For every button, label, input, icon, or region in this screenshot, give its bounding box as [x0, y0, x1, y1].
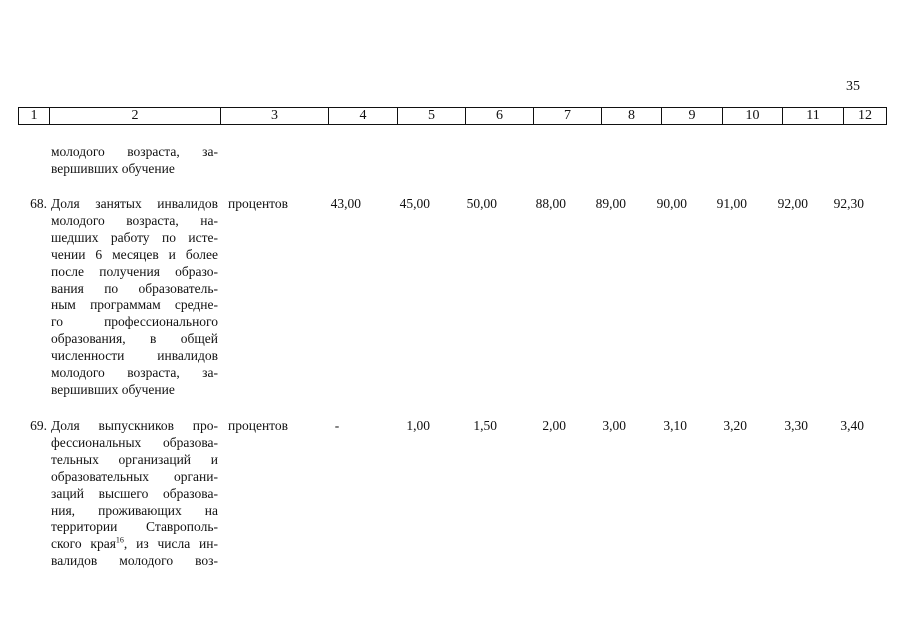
value-col-9: 90,00: [656, 196, 687, 211]
row-number: 69.: [30, 418, 47, 433]
column-header-9: 9: [662, 108, 723, 125]
description-line: чении 6 месяцев и более: [51, 246, 218, 262]
description-line: тельных организаций и: [51, 451, 218, 467]
indicator-description: [51, 196, 218, 399]
column-header-11: 11: [783, 108, 844, 125]
value-col-11: 3,30: [784, 418, 808, 433]
unit-of-measure: процентов: [228, 196, 289, 211]
value-col-4: -: [334, 418, 340, 433]
row-number: 68.: [30, 196, 47, 211]
continuation-text: [51, 144, 218, 178]
column-header-1: 1: [19, 108, 50, 125]
column-header-4: 4: [329, 108, 398, 125]
value-col-7: 2,00: [542, 418, 566, 433]
description-line: фессиональных образова-: [51, 434, 218, 450]
value-col-12: 92,30: [833, 196, 864, 211]
column-header-3: 3: [221, 108, 329, 125]
unit-of-measure: процентов: [228, 418, 289, 433]
column-header-12: 12: [844, 108, 887, 125]
description-line: молодого возраста, на-: [51, 212, 218, 228]
indicator-description: [51, 418, 218, 570]
description-line: образования, в общей: [51, 331, 218, 347]
continuation-line: молодого возраста, за-: [51, 144, 218, 159]
description-line: территории Ставрополь-: [51, 519, 218, 535]
description-line: вания по образователь-: [51, 280, 218, 296]
description-line: ния, проживающих на: [51, 502, 218, 518]
value-col-10: 91,00: [716, 196, 747, 211]
column-number-header: [18, 107, 887, 125]
description-line: [51, 536, 218, 553]
value-col-6: 50,00: [466, 196, 497, 211]
description-line: валидов молодого воз-: [51, 553, 218, 569]
continuation-line: вершивших обучение: [51, 160, 175, 176]
value-col-12: 3,40: [840, 418, 864, 433]
description-fragment: ского края: [51, 536, 116, 552]
column-header-2: 2: [50, 108, 221, 125]
footnote-marker: 16: [115, 535, 124, 545]
description-line: го профессионального: [51, 314, 218, 330]
column-header-8: 8: [602, 108, 662, 125]
description-line: ным программам средне-: [51, 297, 218, 313]
value-col-8: 3,00: [602, 418, 626, 433]
value-col-4: 43,00: [330, 196, 361, 211]
value-col-6: 1,50: [473, 418, 497, 433]
value-col-9: 3,10: [663, 418, 687, 433]
description-line: численности инвалидов: [51, 348, 218, 364]
description-line: Доля выпускников про-: [51, 418, 218, 433]
page-number: 35: [846, 79, 860, 94]
value-col-10: 3,20: [723, 418, 747, 433]
column-header-5: 5: [398, 108, 466, 125]
description-line: шедших работу по исте-: [51, 229, 218, 245]
description-line: молодого возраста, за-: [51, 365, 218, 381]
description-line: вершивших обучение: [51, 381, 175, 397]
value-col-8: 89,00: [595, 196, 626, 211]
column-header-6: 6: [466, 108, 534, 125]
value-col-5: 1,00: [406, 418, 430, 433]
description-line: после получения образо-: [51, 263, 218, 279]
description-line: Доля занятых инвалидов: [51, 196, 218, 211]
description-line: образовательных органи-: [51, 468, 218, 484]
column-header-7: 7: [534, 108, 602, 125]
description-line: заций высшего образова-: [51, 485, 218, 501]
column-header-10: 10: [723, 108, 783, 125]
value-col-5: 45,00: [399, 196, 430, 211]
value-col-11: 92,00: [777, 196, 808, 211]
description-fragment: , из числа ин-: [123, 536, 218, 552]
value-col-7: 88,00: [535, 196, 566, 211]
